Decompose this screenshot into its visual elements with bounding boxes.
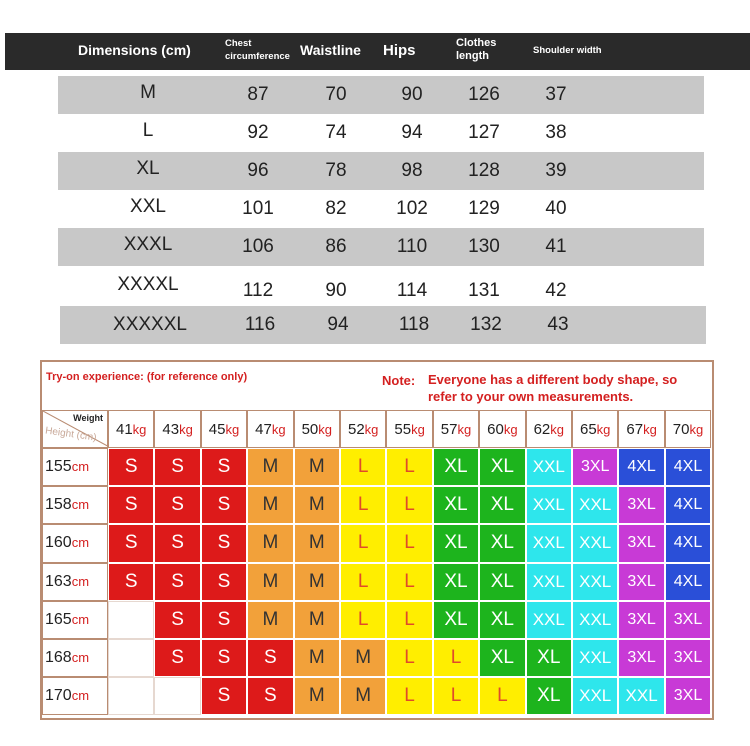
size-cell: XXL [572,486,618,524]
height-unit: cm [71,688,90,704]
size-cell: S [154,563,200,601]
measurement-value: 43 [547,314,569,335]
size-cell: L [340,524,386,562]
height-value: 165 [45,610,72,628]
size-cell: 3XL [618,601,664,639]
size-cell: 4XL [665,448,711,486]
measurement-value: 39 [545,160,567,181]
size-cell: 4XL [665,563,711,601]
weight-value: 52 [347,421,365,438]
weight-unit: kg [550,422,564,437]
height-unit: cm [71,535,90,551]
measurement-value: 94 [401,122,423,143]
weight-unit: kg [271,422,286,437]
measurement-value: 90 [325,280,347,301]
measurement-value: 74 [325,122,347,143]
height-value: 155 [45,458,72,475]
size-cell: S [108,524,154,562]
size-cell: S [108,448,154,486]
size-cell: L [340,486,386,524]
size-cell: S [201,677,247,715]
tryon-title: Try-on experience: (for reference only) [46,371,248,383]
measurement-value: 42 [545,280,567,301]
height-unit: cm [71,573,90,589]
size-cell: XXL [572,677,618,715]
measurement-value: 118 [398,314,430,335]
measurement-value: 94 [327,314,349,335]
weight-unit: kg [318,422,332,437]
weight-value: 62 [533,421,551,438]
size-cell: L [386,486,432,524]
empty-cell [108,677,154,715]
size-cell: XL [479,563,525,601]
size-cell: L [433,639,479,677]
size-cell: 3XL [665,639,711,677]
size-cell: M [294,677,340,715]
weight-unit: kg [689,422,704,437]
size-label: L [142,120,154,141]
header-shoulder-width: Shoulder width [533,45,602,56]
weight-value: 45 [208,421,226,438]
size-cell: S [247,677,293,715]
size-cell: XXL [526,563,572,601]
weight-header [386,410,432,448]
measurement-value: 114 [396,280,428,301]
size-cell: XXL [572,601,618,639]
header-clothes-length: Clothes length [456,37,497,62]
empty-cell [108,601,154,639]
size-cell: XXL [526,486,572,524]
empty-cell [108,639,154,677]
size-cell: L [340,601,386,639]
weight-value: 57 [440,421,458,438]
size-cell: S [154,601,200,639]
weight-header [108,410,154,448]
note-label: Note: [382,373,416,388]
weight-unit: kg [411,422,425,437]
size-cell: S [108,563,154,601]
size-cell: XXL [526,601,572,639]
dimension-row [58,114,704,152]
measurement-value: 126 [468,84,500,105]
size-cell: L [479,677,525,715]
size-cell: S [154,448,200,486]
size-cell: XL [526,639,572,677]
size-cell: 3XL [572,448,618,486]
corner-cell [42,410,108,448]
height-unit: cm [71,611,90,627]
size-label: XXXXL [117,274,179,295]
dimension-row [60,306,706,344]
weight-unit: kg [503,422,518,437]
measurement-value: 90 [401,84,423,105]
size-label: M [140,82,156,103]
size-cell: S [201,524,247,562]
size-cell: 4XL [665,486,711,524]
weight-header [526,410,572,448]
size-cell: L [340,448,386,486]
size-label: XXL [130,196,166,217]
size-label: XXXL [123,234,173,255]
weight-value: 47 [255,421,272,438]
measurement-value: 128 [468,160,500,181]
weight-header [479,410,525,448]
weight-header [340,410,386,448]
size-label: XXXXXL [113,314,187,335]
size-cell: L [386,601,432,639]
measurement-value: 96 [247,160,269,181]
weight-header [154,410,200,448]
height-unit: cm [71,650,90,665]
size-cell: XXL [618,677,664,715]
size-cell: L [386,448,432,486]
size-cell: XL [479,448,525,486]
height-value: 160 [45,534,72,552]
size-cell: S [201,563,247,601]
measurement-value: 110 [396,236,428,257]
size-cell: S [201,448,247,486]
tryon-chart [40,360,714,720]
weight-value: 60 [487,421,504,438]
dimension-row [58,266,704,304]
size-cell: M [294,601,340,639]
height-value: 170 [45,687,72,705]
measurement-value: 86 [325,236,347,257]
measurement-value: 127 [468,122,500,143]
height-value: 158 [45,496,72,514]
size-cell: 3XL [618,639,664,677]
dimension-row [58,228,704,266]
size-cell: S [154,486,200,524]
dimension-row [58,190,704,228]
size-cell: 4XL [665,524,711,562]
size-cell: L [386,677,432,715]
size-cell: M [294,639,340,677]
size-cell: L [386,524,432,562]
weight-header [201,410,247,448]
header-chest: Chest circumference [225,38,290,62]
size-cell: 3XL [665,677,711,715]
measurement-value: 70 [325,84,347,105]
height-header [42,639,108,677]
size-cell: M [247,486,293,524]
measurement-value: 132 [470,314,502,335]
size-cell: S [247,639,293,677]
measurement-value: 82 [325,198,347,219]
height-value: 168 [45,649,72,666]
height-header [42,448,108,486]
height-unit: cm [71,459,90,474]
corner-height-label: Height (cm) [44,425,98,444]
size-cell: 3XL [665,601,711,639]
tryon-chart-title-bar [42,362,712,410]
size-cell: M [247,448,293,486]
size-cell: S [108,486,154,524]
measurement-value: 131 [468,280,500,301]
size-cell: XL [479,639,525,677]
measurement-value: 41 [545,236,567,257]
weight-value: 50 [301,421,319,438]
size-cell: XL [433,563,479,601]
size-cell: L [433,677,479,715]
size-cell: XL [526,677,572,715]
size-cell: M [340,677,386,715]
measurement-value: 116 [244,314,276,335]
size-cell: 3XL [618,486,664,524]
size-cell: S [201,486,247,524]
measurement-value: 106 [242,236,274,257]
size-cell: XL [433,448,479,486]
weight-value: 70 [672,421,690,438]
weight-header [294,410,340,448]
weight-header [247,410,293,448]
size-cell: XXL [526,448,572,486]
measurement-value: 37 [545,84,567,105]
weight-value: 41 [115,421,133,438]
note-text: Everyone has a different body shape, so refer to your own measurements. [428,372,678,404]
header-hips: Hips [383,42,416,59]
weight-value: 43 [162,421,180,438]
weight-value: 55 [394,421,412,438]
size-cell: XL [479,601,525,639]
measurement-value: 38 [545,122,567,143]
size-cell: XXL [526,524,572,562]
height-header [42,486,108,524]
measurement-value: 130 [468,236,500,257]
size-cell: S [154,639,200,677]
height-value: 163 [45,572,72,590]
measurement-value: 112 [242,280,274,301]
weight-unit: kg [225,422,240,437]
size-cell: L [386,639,432,677]
weight-unit: kg [364,422,379,437]
height-unit: cm [71,497,90,513]
weight-unit: kg [179,422,193,437]
weight-header [433,410,479,448]
size-cell: XL [479,486,525,524]
size-cell: L [340,563,386,601]
size-cell: M [294,563,340,601]
size-cell: XXL [572,563,618,601]
measurement-value: 87 [247,84,269,105]
dimension-row [58,76,704,114]
size-cell: S [201,601,247,639]
size-cell: XL [433,524,479,562]
size-label: XL [136,158,160,179]
measurement-value: 92 [247,122,269,143]
empty-cell [154,677,200,715]
height-header [42,524,108,562]
weight-unit: kg [132,422,147,437]
measurement-value: 129 [468,198,500,219]
size-cell: S [154,524,200,562]
measurement-value: 40 [545,198,567,219]
size-cell: M [340,639,386,677]
header-dimensions: Dimensions (cm) [78,42,191,58]
size-cell: XXL [572,639,618,677]
size-cell: M [247,601,293,639]
measurement-value: 101 [242,198,274,219]
weight-unit: kg [457,422,472,437]
size-cell: XL [479,524,525,562]
height-header [42,677,108,715]
size-cell: M [294,524,340,562]
weight-header [572,410,618,448]
size-cell: L [386,563,432,601]
measurement-value: 102 [396,198,428,219]
weight-header [665,410,711,448]
weight-unit: kg [643,422,657,437]
measurement-value: 98 [401,160,423,181]
weight-value: 65 [579,421,597,438]
size-cell: M [247,563,293,601]
dimensions-header-row [5,33,750,70]
size-cell: M [294,448,340,486]
size-cell: M [247,524,293,562]
size-cell: M [294,486,340,524]
size-cell: 3XL [618,524,664,562]
weight-value: 67 [626,421,644,438]
size-cell: XXL [572,524,618,562]
size-cell: 4XL [618,448,664,486]
measurement-value: 78 [325,160,347,181]
dimension-row [58,152,704,190]
height-header [42,563,108,601]
corner-weight-label: Weight [73,413,103,423]
size-cell: XL [433,486,479,524]
height-header [42,601,108,639]
size-cell: 3XL [618,563,664,601]
weight-header [618,410,664,448]
header-waistline: Waistline [300,42,361,58]
size-cell: XL [433,601,479,639]
size-cell: S [201,639,247,677]
weight-unit: kg [596,422,611,437]
